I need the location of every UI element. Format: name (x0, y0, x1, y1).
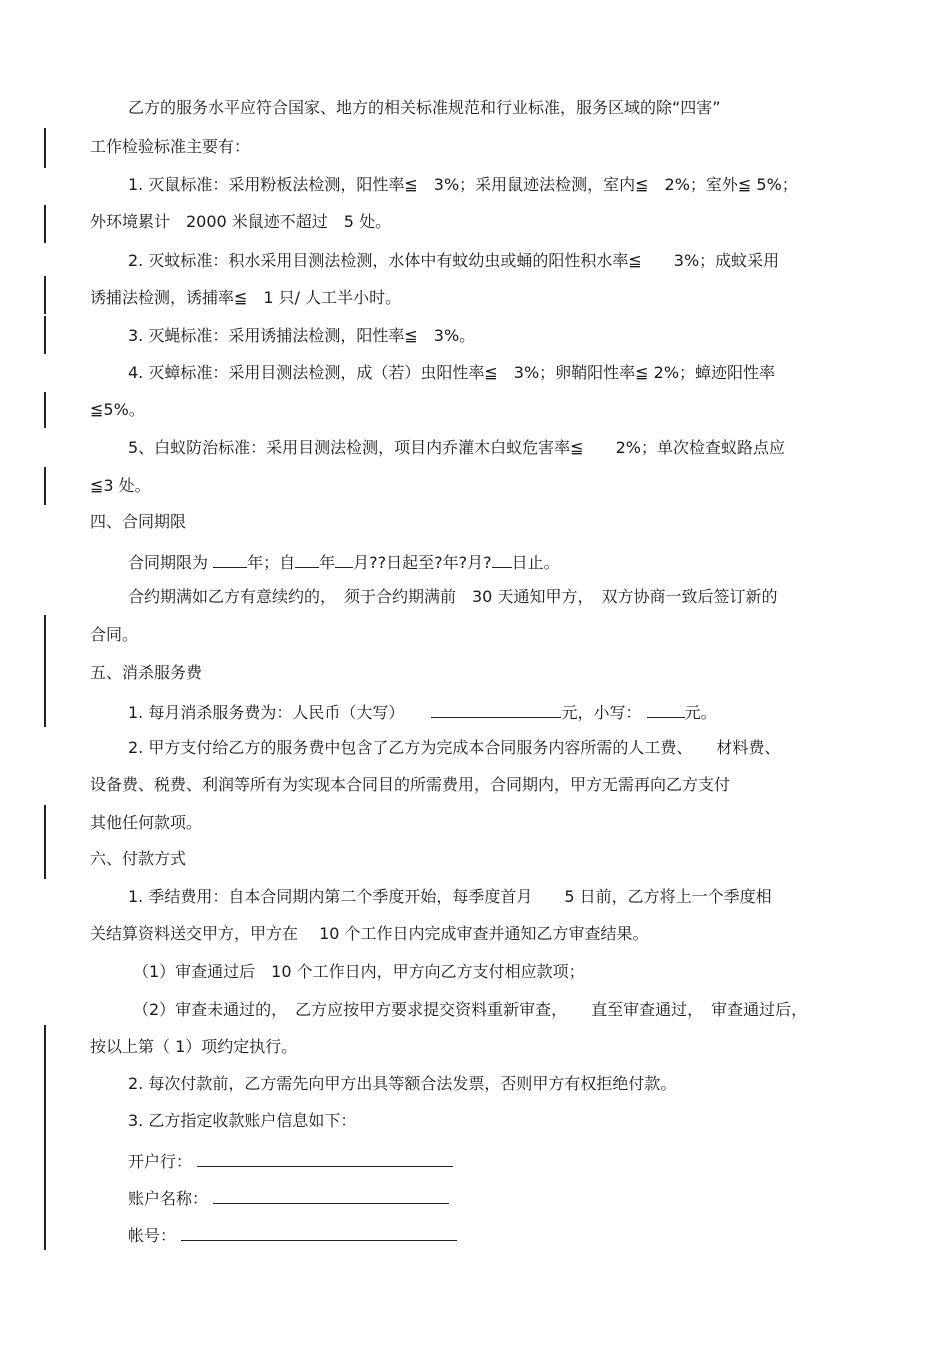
paragraph-line: 合约期满如乙方有意续约的， 须于合约期满前 30 天通知甲方， 双方协商一致后签订新的 (128, 587, 778, 606)
blank-start-month[interactable] (335, 550, 353, 568)
paragraph-line: 其他任何款项。 (90, 813, 203, 832)
section-heading: 四、合同期限 (90, 512, 187, 531)
revision-bar (44, 205, 46, 243)
paragraph-line: 外环境累计 2000 米鼠迹不超过 5 处。 (90, 212, 392, 231)
revision-bar (44, 316, 46, 354)
text: 合同期限为 (128, 553, 209, 572)
paragraph-line: 2. 灭蚊标准：积水采用目测法检测，水体中有蚊幼虫或蛹的阳性积水率≦ 3%；成蚊采用 (128, 251, 780, 270)
blank-fee-capital[interactable] (431, 700, 561, 718)
revision-bar (44, 392, 46, 428)
revision-bar (44, 467, 46, 505)
text: 元。 (684, 703, 717, 722)
text: 年 (319, 553, 336, 572)
account-name-line (128, 1186, 449, 1209)
paragraph-line: 乙方的服务水平应符合国家、地方的相关标准规范和行业标准，服务区域的除“四害” (128, 98, 721, 117)
blank-account-number[interactable] (181, 1223, 457, 1241)
paragraph-line: 关结算资料送交甲方，甲方在 10 个工作日内完成审查并通知乙方审查结果。 (90, 924, 649, 943)
paragraph-line: 2. 每次付款前，乙方需先向甲方出具等额合法发票，否则甲方有权拒绝付款。 (128, 1074, 677, 1093)
blank-bank-name[interactable] (197, 1149, 453, 1167)
blank-end-day[interactable] (492, 550, 512, 568)
paragraph-line: 合同。 (90, 625, 139, 644)
paragraph-line: ≦3 处。 (90, 476, 151, 495)
text: 月? (467, 553, 492, 572)
paragraph-line: 5、白蚁防治标准：采用目测法检测，项目内乔灌木白蚁危害率≦ 2%；单次检查蚁路点应 (128, 438, 785, 457)
text: 账户名称： (128, 1189, 209, 1208)
paragraph-line: 3. 灭蝇标准：采用诱捕法检测，阳性率≦ 3%。 (128, 326, 476, 345)
paragraph-line: ≦5%。 (90, 400, 145, 419)
paragraph-line: （2）审查未通过的， 乙方应按甲方要求提交资料重新审查， 直至审查通过， 审查通过后， (133, 1000, 808, 1019)
account-number-line (128, 1223, 457, 1246)
paragraph-line: 2. 甲方支付给乙方的服务费中包含了乙方为完成本合同服务内容所需的人工费、 材料费、 (128, 738, 781, 757)
revision-bar (44, 1025, 46, 1250)
revision-bar (44, 276, 46, 314)
revision-bar (44, 615, 46, 727)
revision-bar (44, 805, 46, 879)
paragraph-line: 1. 灭鼠标准：采用粉板法检测，阳性率≦ 3%；采用鼠迹法检测，室内≦ 2%；室外≦ 5%； (128, 175, 798, 194)
blank-fee-figure[interactable] (647, 700, 685, 718)
blank-start-year[interactable] (295, 550, 319, 568)
paragraph-line: 设备费、税费、利润等所有为实现本合同目的所需费用，合同期内，甲方无需再向乙方支付 (90, 775, 731, 794)
section-heading: 五、消杀服务费 (90, 663, 203, 682)
paragraph-line: 工作检验标准主要有： (90, 137, 251, 156)
section-heading: 六、付款方式 (90, 849, 187, 868)
text: 开户行： (128, 1152, 193, 1171)
text: 月??日起至? (353, 553, 443, 572)
text: 帐号： (128, 1226, 177, 1245)
paragraph-line: （1）审查通过后 10 个工作日内，甲方向乙方支付相应款项； (133, 962, 585, 981)
paragraph-line: 4. 灭蟑标准：采用目测法检测，成（若）虫阳性率≦ 3%；卵鞘阳性率≦ 2%；蟑迹阳性率 (128, 363, 776, 382)
paragraph-line: 按以上第（ 1）项约定执行。 (90, 1037, 298, 1056)
paragraph-line: 诱捕法检测，诱捕率≦ 1 只/ 人工半小时。 (90, 288, 402, 307)
bank-name-line (128, 1149, 453, 1172)
fee-line (128, 700, 717, 723)
text: 元，小写： (561, 703, 642, 722)
paragraph-line: 1. 季结费用：自本合同期内第二个季度开始，每季度首月 5 日前，乙方将上一个季度相 (128, 887, 772, 906)
text: 1. 每月消杀服务费为：人民币（大写） (128, 703, 405, 722)
text: 年；自 (247, 553, 296, 572)
blank-years[interactable] (213, 550, 247, 568)
blank-account-name[interactable] (213, 1186, 449, 1204)
revision-bar (44, 128, 46, 168)
paragraph-line: 3. 乙方指定收款账户信息如下： (128, 1111, 357, 1130)
text: 日止。 (511, 553, 560, 572)
contract-term-line (128, 550, 560, 573)
text: 年? (442, 553, 468, 572)
